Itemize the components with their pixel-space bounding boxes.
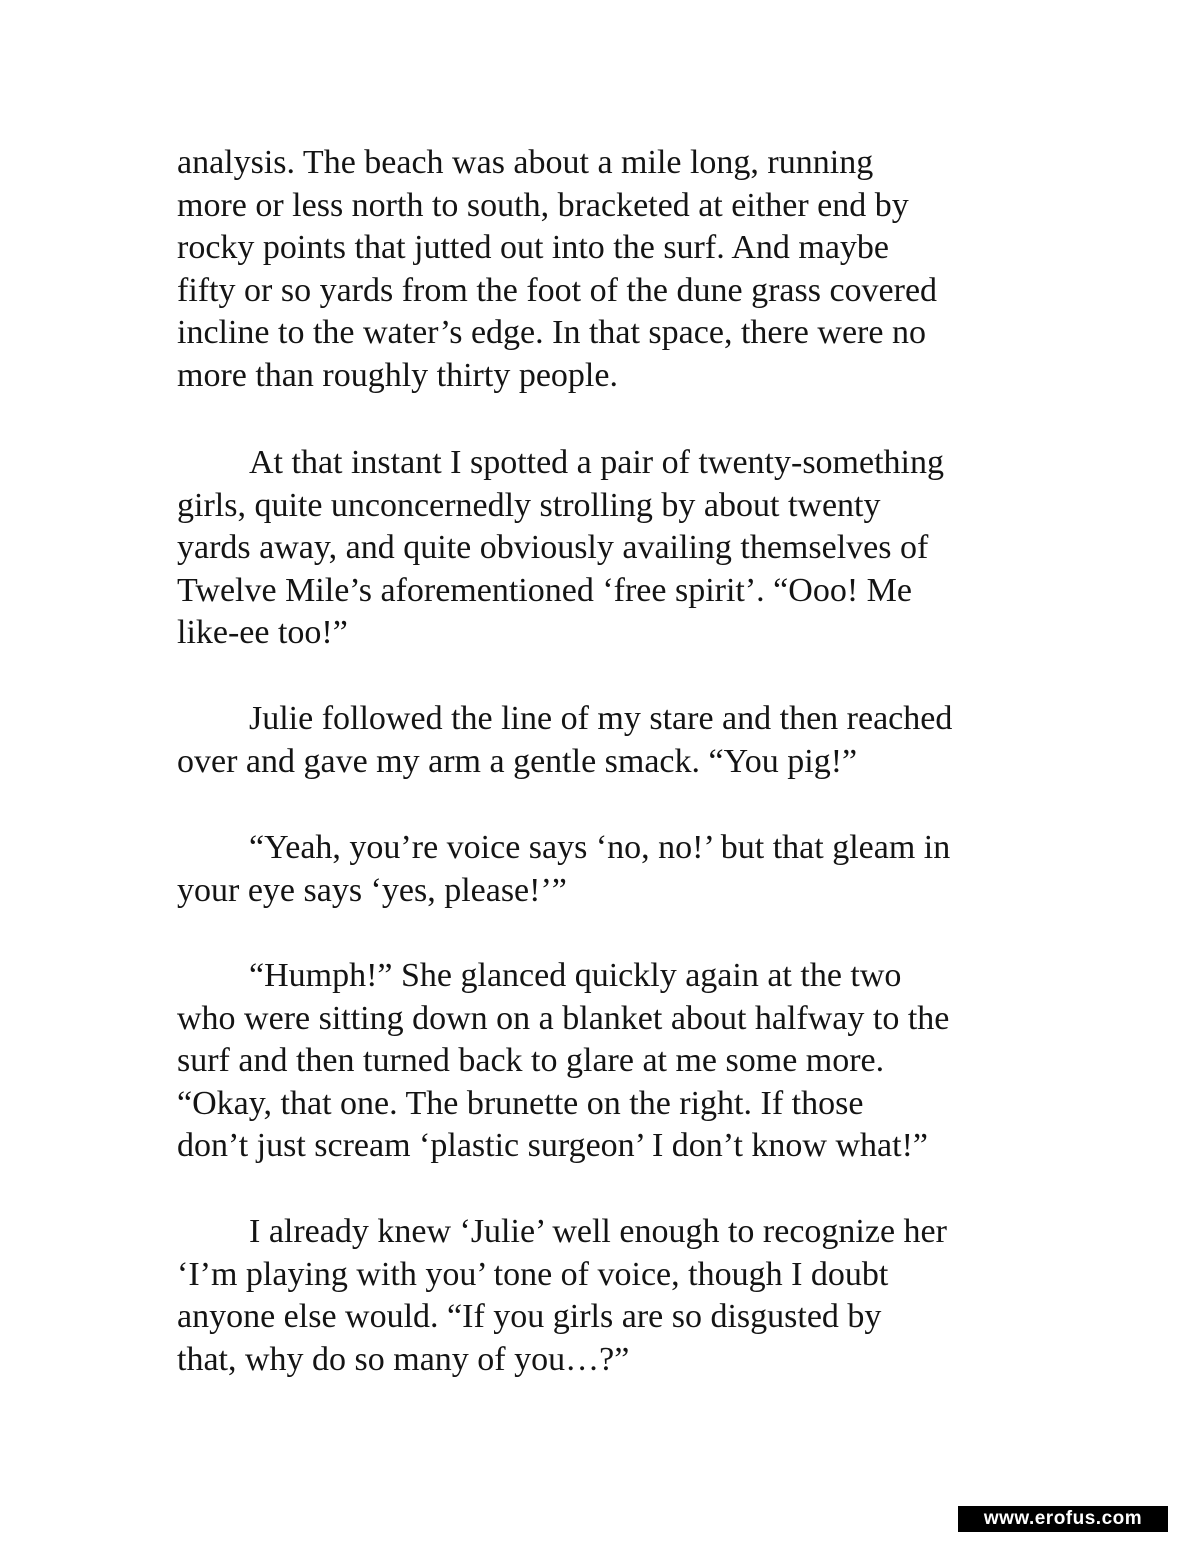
text-line: surf and then turned back to glare at me some more.: [177, 1042, 885, 1079]
text-line: more or less north to south, bracketed at either end by: [177, 186, 909, 224]
text-line: like-ee too!”: [177, 614, 348, 651]
watermark-badge: www.erofus.com: [958, 1506, 1168, 1532]
text-line: I already knew ‘Julie’ well enough to recognize her: [249, 1213, 947, 1250]
text-line: don’t just scream ‘plastic surgeon’ I don’t know what!”: [177, 1127, 928, 1164]
text-line: anyone else would. “If you girls are so disgusted by: [177, 1298, 882, 1335]
paragraph-5: [177, 955, 1057, 1168]
text-line: ‘I’m playing with you’ tone of voice, though I doubt: [177, 1255, 889, 1293]
text-line: “Yeah, you’re voice says ‘no, no!’ but that gleam in: [249, 829, 951, 866]
text-line: Twelve Mile’s aforementioned ‘free spirit’. “Ooo! Me: [177, 571, 912, 609]
text-line: over and gave my arm a gentle smack. “You pig!”: [177, 742, 858, 780]
paragraph-4: [177, 827, 1057, 912]
text-line: Julie followed the line of my stare and then reached: [249, 700, 953, 737]
paragraph-1: [177, 142, 1057, 397]
text-line: yards away, and quite obviously availing themselves of: [177, 529, 929, 566]
text-line: analysis. The beach was about a mile long, running: [177, 144, 874, 181]
text-line: incline to the water’s edge. In that space, there were no: [177, 314, 926, 351]
text-line: more than roughly thirty people.: [177, 356, 618, 394]
text-line: that, why do so many of you…?”: [177, 1340, 630, 1378]
text-line: your eye says ‘yes, please!’”: [177, 871, 567, 909]
text-line: who were sitting down on a blanket about halfway to the: [177, 999, 950, 1037]
paragraph-2: [177, 442, 1057, 655]
text-line: rocky points that jutted out into the surf. And maybe: [177, 229, 890, 266]
paragraph-3: [177, 698, 1057, 783]
text-line: fifty or so yards from the foot of the dune grass covered: [177, 271, 938, 309]
paragraph-6: [177, 1211, 1057, 1381]
text-line: At that instant I spotted a pair of twenty-something: [249, 444, 944, 481]
text-line: girls, quite unconcernedly strolling by about twenty: [177, 486, 881, 524]
text-line: “Humph!” She glanced quickly again at the two: [249, 957, 902, 994]
text-line: “Okay, that one. The brunette on the right. If those: [177, 1084, 864, 1122]
